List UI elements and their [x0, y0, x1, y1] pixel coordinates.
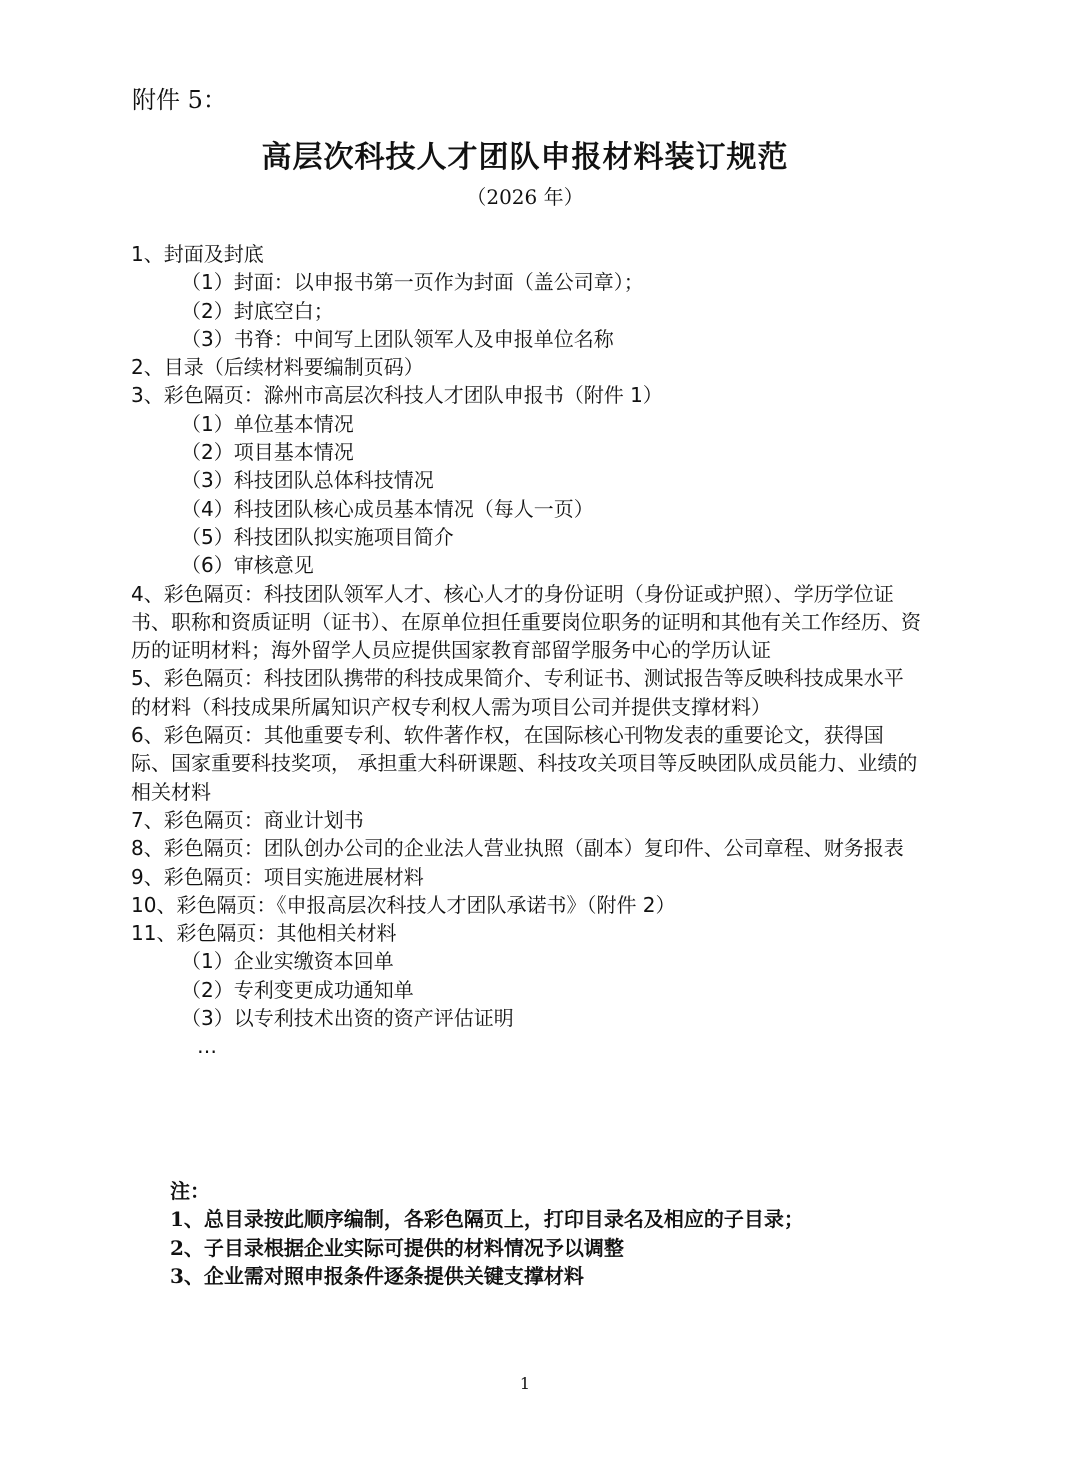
note-item: 3、企业需对照申报条件逐条提供关键支撑材料: [170, 1263, 584, 1288]
page-number: 1: [519, 1374, 531, 1393]
ellipsis: …: [197, 1034, 217, 1059]
section-item: （2）专利变更成功通知单: [181, 977, 414, 1002]
section-item: （2）封底空白；: [181, 298, 334, 323]
section-item: （5）科技团队拟实施项目简介: [181, 524, 454, 549]
section-item: （3）书脊：中间写上团队领军人及申报单位名称: [181, 326, 614, 351]
section-item: （6）审核意见: [181, 553, 314, 578]
section-item: （1）封面：以申报书第一页作为封面（盖公司章）；: [181, 270, 644, 295]
section-item: （2）项目基本情况: [181, 440, 354, 465]
document-year: （2026 年）: [466, 185, 584, 209]
note-item: 1、总目录按此顺序编制，各彩色隔页上，打印目录名及相应的子目录；: [170, 1207, 804, 1232]
section-heading: 7、彩色隔页：商业计划书: [131, 807, 364, 832]
section-heading: 10、彩色隔页：《申报高层次科技人才团队承诺书》（附件 2）: [131, 892, 676, 917]
notes-heading: 注：: [170, 1179, 210, 1203]
section-item: （3）科技团队总体科技情况: [181, 468, 434, 493]
section-heading: 3、彩色隔页：滁州市高层次科技人才团队申报书（附件 1）: [131, 383, 663, 408]
section-heading: 11、彩色隔页：其他相关材料: [131, 921, 397, 946]
document-title: 高层次科技人才团队申报材料装订规范: [261, 140, 789, 175]
section-item: （1）单位基本情况: [181, 411, 354, 436]
section-heading: 6、彩色隔页：其他重要专利、软件著作权，在国际核心刊物发表的重要论文，获得国际、国家重要科技奖项， 承担重大科研课题、科技攻关项目等反映团队成员能力、业绩的相关材料: [131, 723, 918, 804]
section-heading: 9、彩色隔页：项目实施进展材料: [131, 864, 424, 889]
notes-block: [170, 1177, 930, 1290]
section-heading: 8、彩色隔页：团队创办公司的企业法人营业执照（副本）复印件、公司章程、财务报表: [131, 836, 904, 861]
section-heading: 1、封面及封底: [131, 242, 264, 266]
section-item: （3）以专利技术出资的资产评估证明: [181, 1006, 514, 1031]
section-heading: 4、彩色隔页：科技团队领军人才、核心人才的身份证明（身份证或护照）、学历学位证书、职称和资质证明（证书）、在原单位担任重要岗位职务的证明和其他有关工作经历、资历的证明材料；海外留学人员应提供国家教育部留学服务中心的学历认证: [131, 581, 921, 663]
attachment-label: 附件 5：: [132, 86, 227, 114]
section-item: （4）科技团队核心成员基本情况（每人一页）: [181, 496, 594, 521]
document-body: [131, 240, 921, 1061]
note-item: 2、子目录根据企业实际可提供的材料情况予以调整: [170, 1235, 624, 1260]
section-item: （1）企业实缴资本回单: [181, 949, 394, 974]
section-heading: 5、彩色隔页：科技团队携带的科技成果简介、专利证书、测试报告等反映科技成果水平的材料（科技成果所属知识产权专利权人需为项目公司并提供支撑材料）: [131, 666, 904, 719]
section-heading: 2、目录（后续材料要编制页码）: [131, 355, 424, 380]
